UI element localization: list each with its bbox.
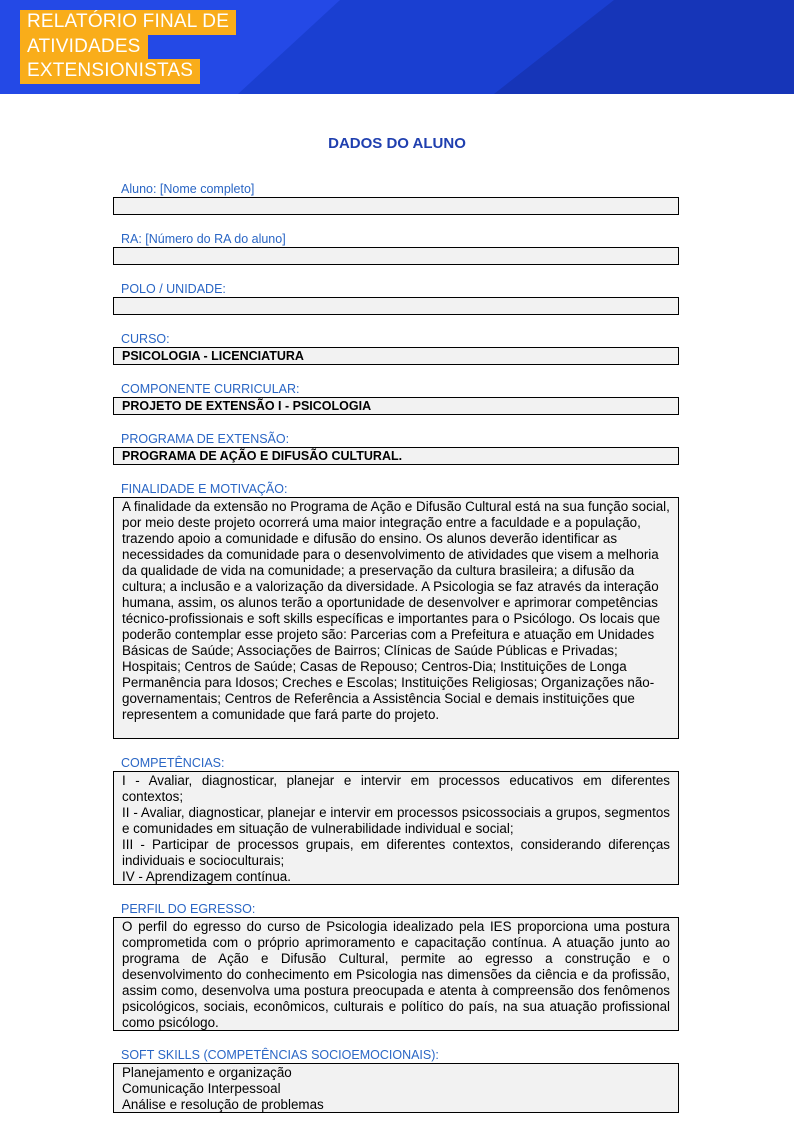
aluno-field[interactable]	[113, 197, 679, 215]
finalidade-field[interactable]	[113, 497, 679, 739]
soft-skills-field[interactable]	[113, 1063, 679, 1113]
curso-field[interactable]: PSICOLOGIA - LICENCIATURA	[113, 347, 679, 365]
polo-label: POLO / UNIDADE:	[121, 282, 226, 296]
competencia-item: II - Avaliar, diagnosticar, planejar e intervir em processos psicossociais a grupos, segmentos e comunidades em situação de vulnerabilidade individual e social;	[122, 805, 670, 836]
document-header	[0, 0, 794, 94]
perfil-label: PERFIL DO EGRESSO:	[121, 902, 256, 916]
componente-label: COMPONENTE CURRICULAR:	[121, 382, 300, 396]
aluno-label: Aluno: [Nome completo]	[121, 182, 255, 196]
competencia-item: I - Avaliar, diagnosticar, planejar e intervir em processos educativos em diferentes contextos;	[122, 773, 670, 804]
competencias-field[interactable]	[113, 771, 679, 885]
finalidade-text: A finalidade da extensão no Programa de Ação e Difusão Cultural está na sua função social, por meio deste projeto ocorrerá uma maior integração entre a faculdade e a população, trazendo apoio a comunidade e difusão do ensino. Os alunos deverão identificar as necessidades da comunidade para o desenvolvimento de atividades que visem a melhoria da qualidade de vida na comunidade; a preservação da cultura brasileira; a difusão da cultura; a inclusão e a valorização da diversidade. A Psicologia se faz através da interação humana, assim, os alunos terão a oportunidade de desenvolver e aprimorar competências técnico-profissionais e soft skills específicas e importantes para o Psicólogo. Os locais que poderão contemplar esse projeto são: Parcerias com a Prefeitura e atuação em Unidades Básicas de Saúde; Associações de Bairros; Clínicas de Saúde Públicas e Privadas; Hospitais; Centros de Saúde; Casas de Repouso; Centros-Dia; Instituições de Longa Permanência para Idosos; Creches e Escolas; Instituições Religiosas; Organizações não-governamentais; Centros de Referência a Assistência Social e demais instituições que representem a comunidade que fará parte do projeto.	[122, 499, 670, 722]
soft-skills-label: SOFT SKILLS (COMPETÊNCIAS SOCIOEMOCIONAIS):	[121, 1048, 439, 1062]
componente-field[interactable]: PROJETO DE EXTENSÃO I - PSICOLOGIA	[113, 397, 679, 415]
header-title-line-1: RELATÓRIO FINAL DE	[20, 10, 236, 35]
header-title-line-2: ATIVIDADES	[20, 35, 148, 60]
section-title: DADOS DO ALUNO	[328, 135, 466, 152]
ra-field[interactable]	[113, 247, 679, 265]
competencia-item: IV - Aprendizagem contínua.	[122, 869, 291, 884]
soft-skill-item: Análise e resolução de problemas	[122, 1097, 324, 1112]
soft-skill-item: Comunicação Interpessoal	[122, 1081, 281, 1096]
ra-label: RA: [Número do RA do aluno]	[121, 232, 286, 246]
finalidade-label: FINALIDADE E MOTIVAÇÃO:	[121, 482, 288, 496]
programa-label: PROGRAMA DE EXTENSÃO:	[121, 432, 290, 446]
header-title-line-3: EXTENSIONISTAS	[20, 59, 200, 84]
programa-field[interactable]: PROGRAMA DE AÇÃO E DIFUSÃO CULTURAL.	[113, 447, 679, 465]
soft-skill-item: Planejamento e organização	[122, 1065, 292, 1080]
polo-field[interactable]	[113, 297, 679, 315]
header-decoration	[494, 0, 794, 94]
perfil-text: O perfil do egresso do curso de Psicologia idealizado pela IES proporciona uma postura comprometida com o próprio aprimoramento e capacitação contínua. A atuação junto ao programa de Ação e Difusão Cultural, permite ao egresso a construção e o desenvolvimento do conhecimento em Psicologia nas dimensões da ciência e da profissão, assim como, desenvolva uma postura preocupada e atenta à compreensão dos fenômenos psicológicos, sociais, econômicos, culturais e político do país, na sua atuação profissional como psicólogo.	[122, 919, 670, 1030]
competencia-item: III - Participar de processos grupais, em diferentes contextos, considerando diferenças individuais e socioculturais;	[122, 837, 670, 868]
curso-label: CURSO:	[121, 332, 170, 346]
competencias-label: COMPETÊNCIAS:	[121, 756, 225, 770]
perfil-field[interactable]	[113, 917, 679, 1031]
